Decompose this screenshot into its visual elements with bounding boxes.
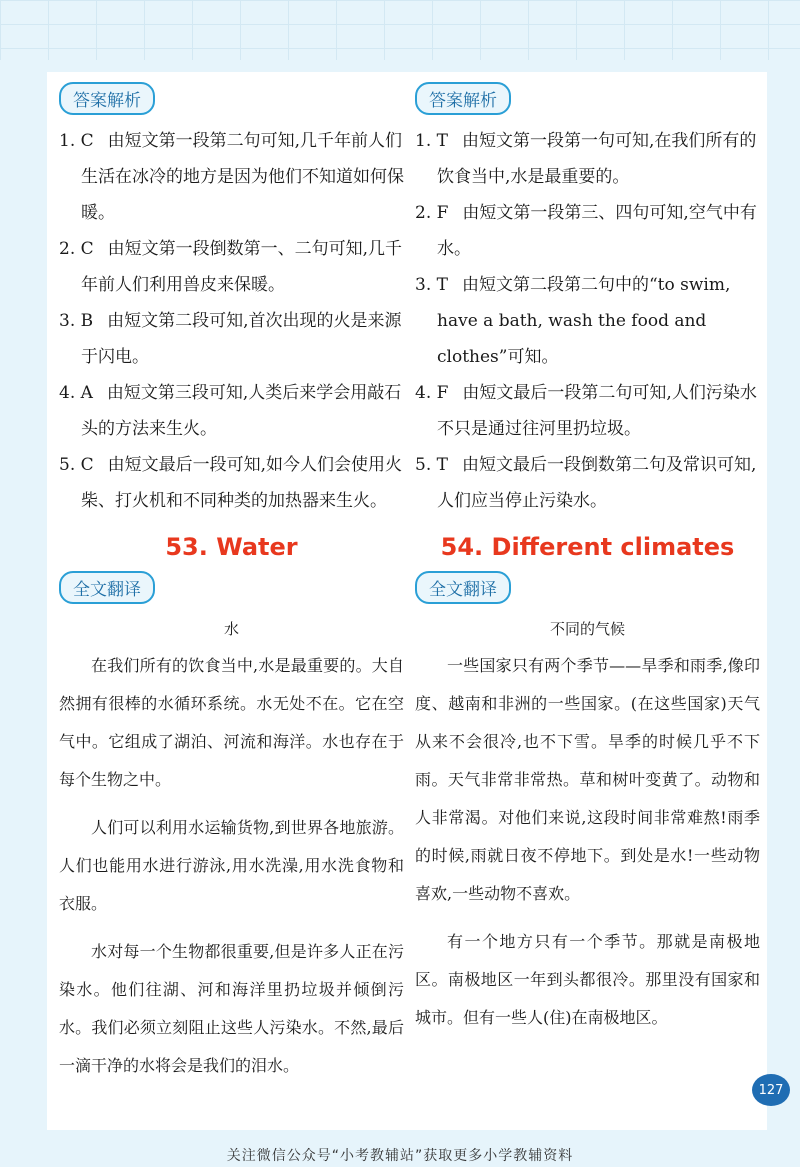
answer-number: 5. T	[415, 455, 448, 475]
section-title: 54. Different climates	[440, 533, 735, 561]
section-title: 53. Water	[165, 533, 298, 561]
answer-item	[415, 123, 760, 195]
page-number-badge: 127	[752, 1074, 790, 1106]
translation-paragraph: 水对每一个生物都很重要,但是许多人正在污染水。他们往湖、河和海洋里扔垃圾并倾倒污水。我们必须立刻阻止这些人污染水。不然,最后一滴干净的水将会是我们的泪水。	[59, 942, 404, 1075]
answer-text: 由短文第一段第一句可知,在我们所有的饮食当中,水是最重要的。	[437, 131, 757, 187]
right-column	[415, 82, 760, 1047]
answer-text: 由短文第一段倒数第一、二句可知,几千年前人们利用兽皮来保暖。	[81, 239, 403, 295]
answer-text: 由短文第三段可知,人类后来学会用敲石头的方法来生火。	[81, 383, 402, 439]
answer-text: 由短文最后一段第二句可知,人们污染水不只是通过往河里扔垃圾。	[437, 383, 757, 439]
page-content	[47, 72, 767, 1130]
background-grid	[0, 0, 800, 60]
answer-item	[59, 123, 404, 231]
answer-number: 3. B	[59, 311, 94, 331]
translation-paragraph: 有一个地方只有一个季节。那就是南极地区。南极地区一年到头都很冷。那里没有国家和城市。但有一些人(住)在南极地区。	[415, 932, 760, 1027]
translation-title: 不同的气候	[549, 620, 625, 638]
answer-item	[59, 231, 404, 303]
answer-number: 4. A	[59, 383, 93, 403]
answer-list	[415, 123, 760, 519]
answer-text: 由短文最后一段可知,如今人们会使用火柴、打火机和不同种类的加热器来生火。	[81, 455, 403, 511]
answer-item	[59, 447, 404, 519]
answer-number: 1. T	[415, 131, 448, 151]
answer-text: 由短文第二段可知,首次出现的火是来源于闪电。	[81, 311, 402, 367]
answer-number: 1. C	[59, 131, 94, 151]
translation-paragraph: 人们可以利用水运输货物,到世界各地旅游。人们也能用水进行游泳,用水洗澡,用水洗食物和衣服。	[59, 818, 404, 913]
translation-paragraph: 在我们所有的饮食当中,水是最重要的。大自然拥有很棒的水循环系统。水无处不在。它在空气中。它组成了湖泊、河流和海洋。水也存在于每个生物之中。	[59, 656, 404, 789]
translation-paragraph: 一些国家只有两个季节——旱季和雨季,像印度、越南和非洲的一些国家。(在这些国家)天气从来不会很冷,也不下雪。旱季的时候几乎不下雨。天气非常非常热。草和树叶变黄了。动物和人非常渴。对他们来说,这段时间非常难熬!雨季的时候,雨就日夜不停地下。到处是水!一些动物喜欢,一些动物不喜欢。	[415, 656, 760, 903]
answer-item	[415, 447, 760, 519]
answer-analysis-tag: 答案解析	[415, 82, 511, 115]
answer-number: 3. T	[415, 275, 448, 295]
answer-text: 由短文第一段第二句可知,几千年前人们生活在冰冷的地方是因为他们不知道如何保暖。	[81, 131, 404, 223]
full-translation-tag: 全文翻译	[59, 571, 155, 604]
answer-item	[59, 375, 404, 447]
answer-analysis-tag: 答案解析	[59, 82, 155, 115]
left-column	[59, 82, 404, 1095]
translation-title: 水	[223, 620, 239, 638]
answer-item	[415, 267, 760, 375]
answer-text: 由短文最后一段倒数第二句及常识可知,人们应当停止污染水。	[437, 455, 757, 511]
answer-number: 4. F	[415, 383, 449, 403]
answer-number: 2. F	[415, 203, 449, 223]
answer-text: 由短文第二段第二句中的“to swim, have a bath, wash the food and clothes”可知。	[437, 275, 731, 367]
footer-watermark: 关注微信公众号“小考教辅站”获取更多小学教辅资料	[226, 1148, 574, 1164]
answer-item	[59, 303, 404, 375]
full-translation-tag: 全文翻译	[415, 571, 511, 604]
answer-item	[415, 195, 760, 267]
answer-number: 2. C	[59, 239, 94, 259]
answer-text: 由短文第一段第三、四句可知,空气中有水。	[437, 203, 757, 259]
answer-list	[59, 123, 404, 519]
answer-number: 5. C	[59, 455, 94, 475]
answer-item	[415, 375, 760, 447]
